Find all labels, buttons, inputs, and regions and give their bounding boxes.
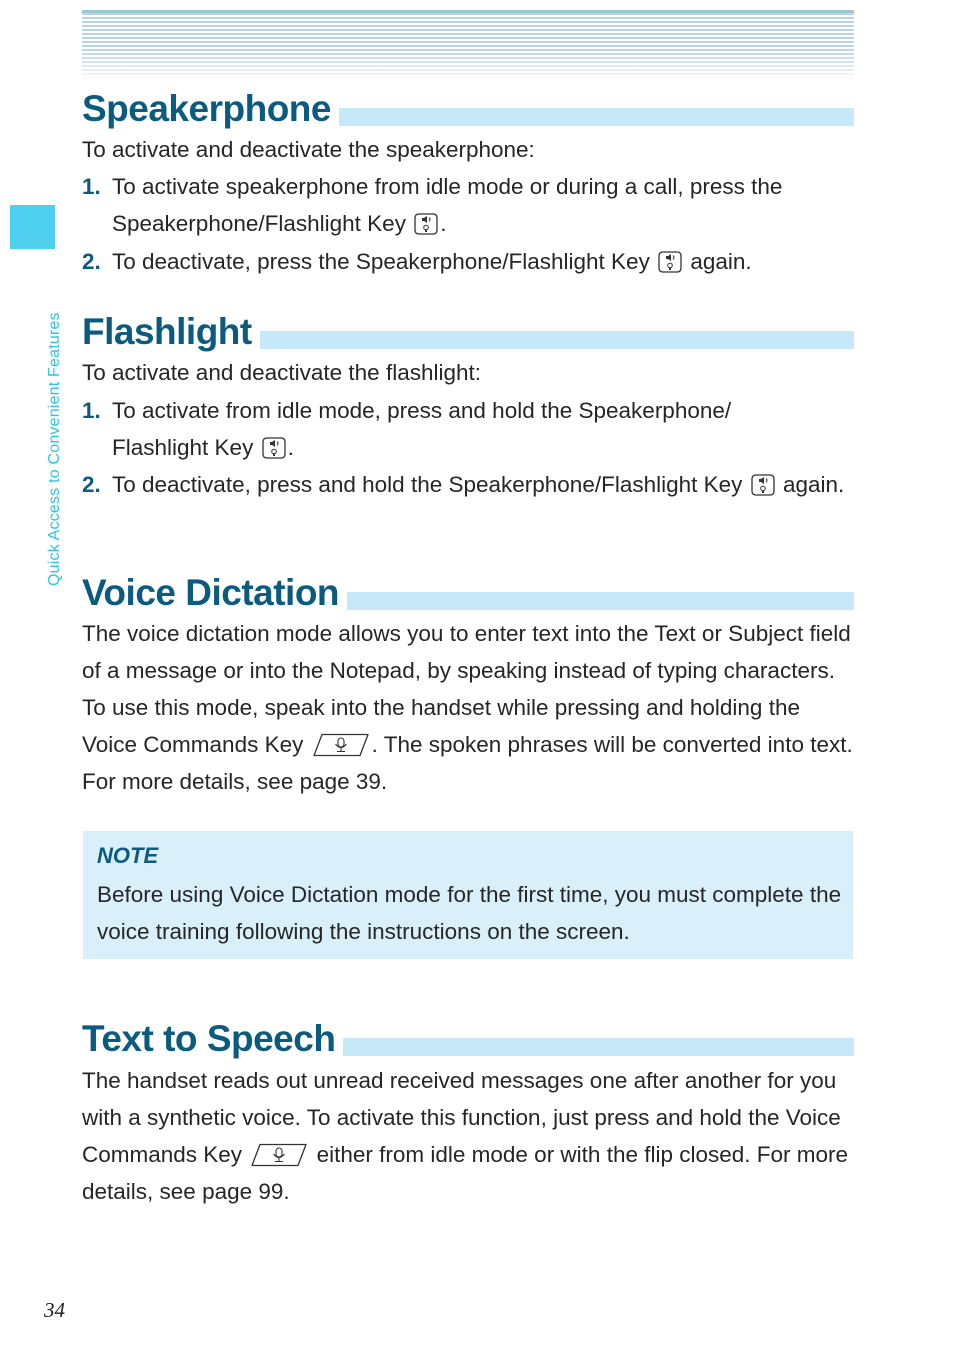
step-text [82, 466, 858, 503]
body-text-b: either from idle mode or with the flip closed. For more details, see page 99. [82, 1142, 849, 1204]
speakerphone-step-2 [82, 243, 858, 280]
voice-dictation-heading [82, 572, 854, 614]
step-text-a: To activate speakerphone from idle mode or during a call, press the Speakerphone/Flashlight Key [112, 174, 783, 236]
step-number: 1. [82, 398, 101, 423]
header-decoration-fade [82, 48, 854, 80]
step-text [82, 392, 812, 466]
speakerphone-title: Speakerphone [82, 88, 339, 130]
step-text-a: To deactivate, press the Speakerphone/Flashlight Key [112, 249, 650, 274]
step-text [82, 168, 858, 242]
step-number: 1. [82, 174, 101, 199]
step-text-a: To deactivate, press and hold the Speakerphone/Flashlight Key [112, 472, 743, 497]
body-text-b: . The spoken phrases will be converted into text. For more details, see page 39. [82, 732, 853, 794]
speakerphone-flashlight-key-icon [414, 213, 438, 235]
flashlight-step-1 [82, 392, 858, 466]
step-text-b: again. [684, 249, 752, 274]
flashlight-intro: To activate and deactivate the flashlight: [82, 360, 482, 385]
flashlight-heading [82, 311, 854, 353]
flashlight-title: Flashlight [82, 311, 260, 353]
step-text [82, 243, 858, 280]
text-to-speech-title: Text to Speech [82, 1018, 343, 1060]
speakerphone-step-1 [82, 168, 858, 242]
speakerphone-flashlight-key-icon [262, 437, 286, 459]
speakerphone-flashlight-key-icon [658, 251, 682, 273]
note-text: Before using Voice Dictation mode for the first time, you must complete the voice training following the instructions on the screen. [97, 882, 842, 944]
step-text-b: . [287, 435, 294, 460]
step-text-b: . [440, 211, 447, 236]
speakerphone-heading [82, 88, 854, 130]
step-text-a: To activate from idle mode, press and hold the Speakerphone/ Flashlight Key [112, 398, 732, 460]
voice-dictation-title: Voice Dictation [82, 572, 347, 614]
speakerphone-intro: To activate and deactivate the speakerphone: [82, 137, 535, 162]
side-tab-label: Quick Access to Convenient Features [46, 312, 63, 586]
page-number: 34 [44, 1298, 65, 1322]
text-to-speech-heading [82, 1018, 854, 1060]
voice-dictation-body [82, 615, 858, 800]
body-text-a: The handset reads out unread received messages one after another for you with a synthetic voice. To activate this function, just press and hold the Voice Commands Key [82, 1068, 841, 1167]
note-label: NOTE [97, 843, 159, 868]
speakerphone-flashlight-key-icon [751, 474, 775, 496]
note-box [83, 831, 853, 959]
flashlight-step-2 [82, 466, 858, 503]
step-number: 2. [82, 249, 101, 274]
text-to-speech-body [82, 1062, 858, 1210]
step-number: 2. [82, 472, 101, 497]
step-text-b: again. [776, 472, 845, 497]
side-tab-marker [10, 205, 55, 249]
body-text-a: The voice dictation mode allows you to enter text into the Text or Subject field of a message or into the Notepad, by speaking instead of typing characters. To use this mode, speak into the handset while pressing and holding the Voice Commands Key [82, 621, 851, 757]
voice-commands-key-icon [250, 1143, 308, 1167]
voice-commands-key-icon [312, 733, 370, 757]
